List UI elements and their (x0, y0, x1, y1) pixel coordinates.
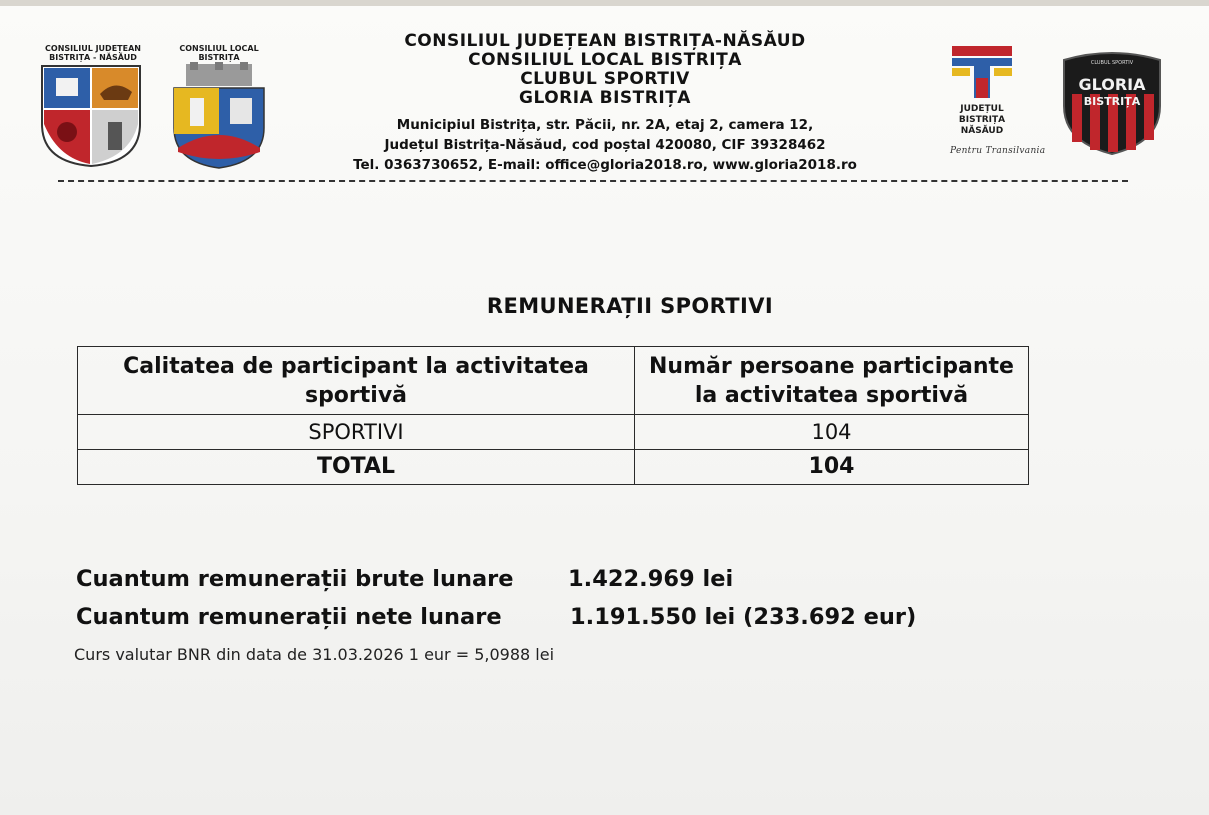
participants-table (77, 346, 1029, 485)
header-line-county: CONSILIUL JUDEȚEAN BISTRIȚA-NĂSĂUD (404, 31, 806, 51)
judet-logo-icon (950, 44, 1014, 100)
scan-edge (0, 0, 1209, 6)
header-line-club: CLUBUL SPORTIV (520, 69, 690, 89)
exchange-rate-note: Curs valutar BNR din data de 31.03.2026 1 eur = 5,0988 lei (74, 645, 555, 664)
header-divider (58, 180, 1128, 182)
local-council-label: CONSILIUL LOCAL BISTRIȚA (179, 44, 259, 62)
club-top-label: CLUBUL SPORTIV (1090, 60, 1134, 66)
row-count: 104 (635, 415, 1029, 450)
club-name-label: GLORIA (1078, 75, 1146, 94)
gross-label: Cuantum remunerații brute lunare (76, 566, 514, 592)
net-value: 1.191.550 lei (233.692 eur) (570, 604, 917, 630)
document-title: REMUNERAȚII SPORTIVI (486, 294, 774, 318)
net-label: Cuantum remunerații nete lunare (76, 604, 502, 630)
judet-signature: Pentru Transilvania (950, 146, 1046, 156)
row-category: SPORTIVI (78, 415, 635, 450)
total-row (78, 450, 1029, 485)
county-coat-of-arms-icon (40, 64, 142, 168)
header-line-local: CONSILIUL LOCAL BISTRIȚA (468, 50, 742, 70)
table-header-row (78, 347, 1029, 415)
club-city-label: BISTRIȚA (1083, 95, 1141, 108)
judet-label: JUDEȚUL BISTRIȚA NĂSĂUD (958, 104, 1006, 136)
header-block (300, 32, 910, 175)
header-participant-quality: Calitatea de participant la activitatea sportivă (78, 347, 635, 415)
net-remuneration (76, 604, 917, 630)
total-count: 104 (635, 450, 1029, 485)
county-council-label: CONSILIUL JUDEȚEAN BISTRIȚA - NĂSĂUD (45, 44, 141, 62)
header-participant-count: Număr persoane participante la activitatea sportivă (635, 347, 1029, 415)
total-label: TOTAL (78, 450, 635, 485)
table-row (78, 415, 1029, 450)
header-line-gloria: GLORIA BISTRIȚA (519, 88, 691, 108)
gross-remuneration (76, 566, 734, 592)
local-coat-of-arms-icon (172, 62, 266, 170)
header-address: Municipiul Bistrița, str. Păcii, nr. 2A, etaj 2, camera 12, Județul Bistrița-Năsăud, cod poștal 420080, CIF 39328462 Tel. 0363730652, E-mail: office@gloria2018.ro, www.gloria2018.ro (353, 117, 857, 173)
gross-value: 1.422.969 lei (568, 566, 734, 592)
